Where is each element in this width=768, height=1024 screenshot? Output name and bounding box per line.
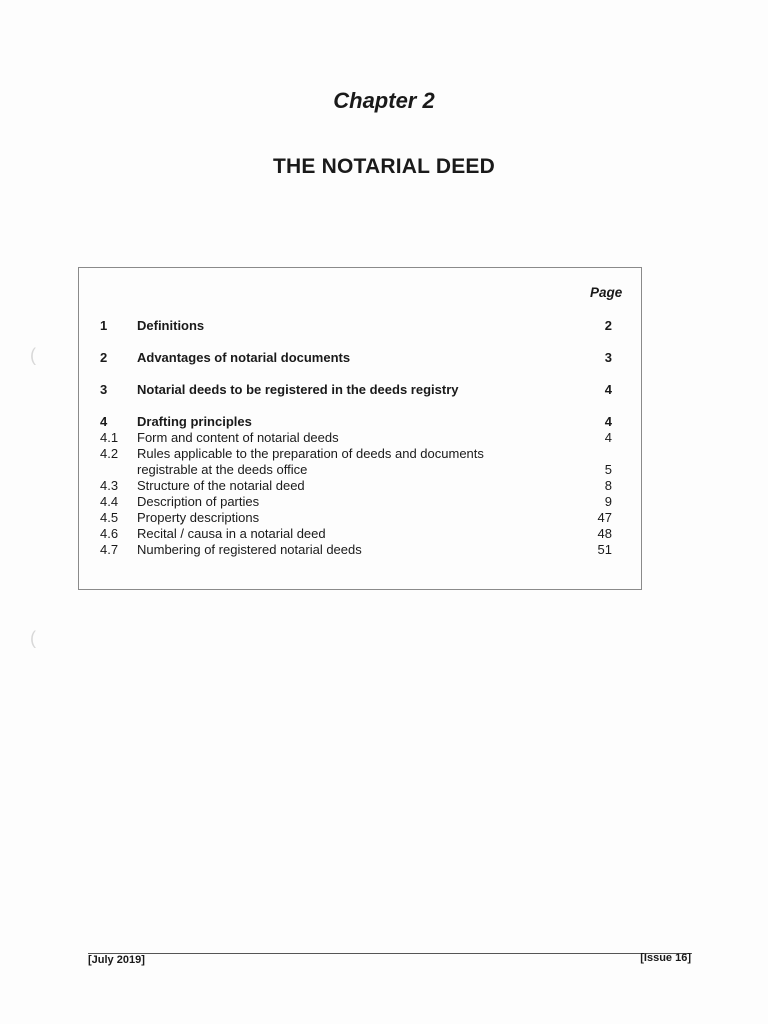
scan-mark: (: [30, 628, 36, 648]
scan-mark: (: [30, 345, 36, 365]
footer-issue: [Issue 16]: [640, 952, 691, 964]
toc-page-number: 51: [597, 542, 612, 557]
toc-page-number: 4: [604, 414, 612, 429]
toc-section-number: 4.1: [100, 430, 119, 445]
toc-section-number: 4.7: [100, 542, 119, 557]
chapter-title: THE NOTARIAL DEED: [273, 155, 495, 178]
toc-page-number: 8: [604, 478, 612, 493]
toc-page-number: 3: [604, 350, 612, 365]
toc-page-number: 5: [604, 462, 612, 477]
toc-section-number: 4.4: [100, 494, 119, 509]
toc-section-number: 2: [100, 350, 108, 365]
toc-section-title: Form and content of notarial deeds: [137, 430, 339, 445]
toc-section-title: Advantages of notarial documents: [137, 350, 351, 365]
toc-section-number: 4: [100, 414, 108, 429]
toc-section-title: Drafting principles: [137, 414, 252, 429]
toc-page-column-label: Page: [590, 285, 623, 300]
toc-section-number: 4.5: [100, 510, 119, 525]
toc-page-number: 4: [604, 382, 612, 397]
toc-page-number: 2: [604, 318, 612, 333]
toc-section-title: Numbering of registered notarial deeds: [137, 542, 362, 557]
toc-section-number: 3: [100, 382, 108, 397]
toc-section-title: Notarial deeds to be registered in the deeds registry: [137, 382, 459, 397]
toc-section-title: Rules applicable to the preparation of deeds and documents: [137, 446, 484, 461]
toc-page-number: 9: [604, 494, 612, 509]
toc-section-number: 4.6: [100, 526, 119, 541]
toc-section-title: registrable at the deeds office: [137, 462, 308, 477]
toc-section-number: 4.2: [100, 446, 119, 461]
footer-date: [July 2019]: [88, 954, 145, 966]
toc-section-title: Description of parties: [137, 494, 260, 509]
footer-rule: [88, 953, 692, 954]
toc-section-title: Definitions: [137, 318, 205, 333]
toc-page-number: 47: [597, 510, 612, 525]
chapter-heading: Chapter 2: [333, 88, 435, 113]
toc-section-title: Structure of the notarial deed: [137, 478, 305, 493]
toc-section-number: 4.3: [100, 478, 119, 493]
toc-section-title: Property descriptions: [137, 510, 260, 525]
toc-section-title: Recital / causa in a notarial deed: [137, 526, 326, 541]
toc-section-number: 1: [100, 318, 108, 333]
toc-page-number: 48: [597, 526, 612, 541]
toc-page-number: 4: [604, 430, 612, 445]
